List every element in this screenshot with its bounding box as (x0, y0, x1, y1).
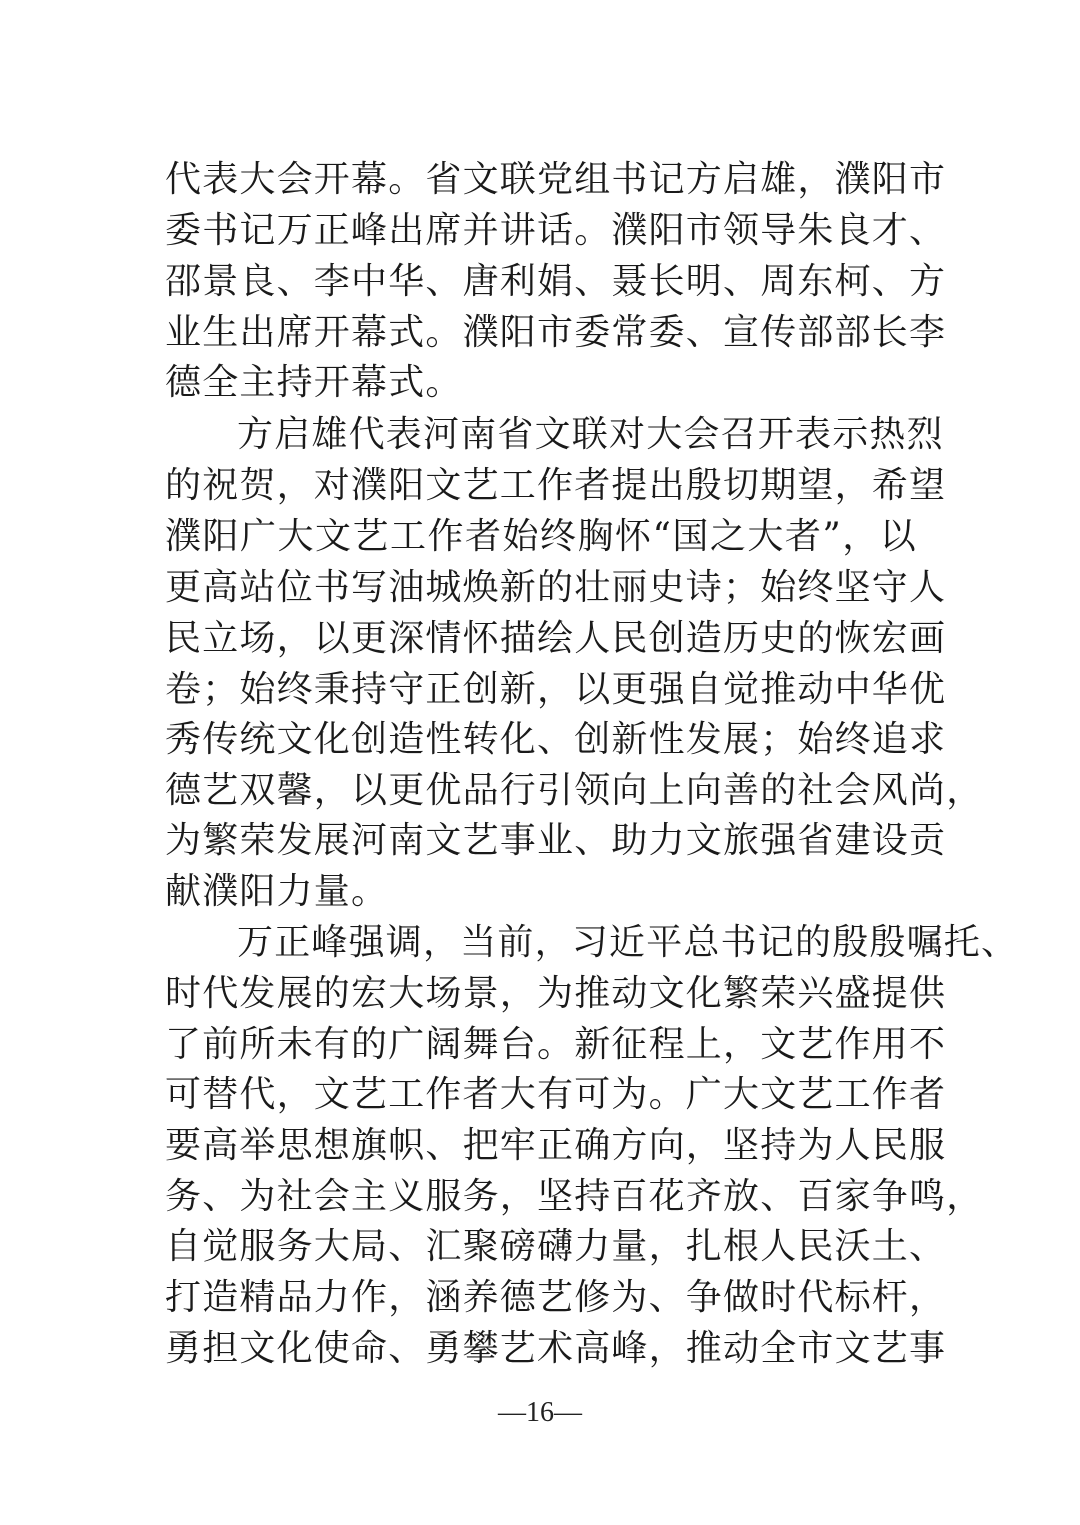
text-line: 委书记万正峰出席并讲话。濮阳市领导朱良才、 (165, 210, 947, 251)
text-line: 德全主持开幕式。 (165, 362, 463, 403)
text-line: 代表大会开幕。省文联党组书记方启雄，濮阳市 (165, 159, 947, 200)
text-line: 献濮阳力量。 (165, 871, 389, 912)
text-line: 务、为社会主义服务，坚持百花齐放、百家争鸣， (165, 1176, 984, 1217)
text-line: 卷；始终秉持守正创新，以更强自觉推动中华优 (165, 669, 947, 710)
page-number: —16— (498, 1397, 582, 1428)
text-line: 民立场，以更深情怀描绘人民创造历史的恢宏画 (165, 618, 947, 659)
text-line: 了前所未有的广阔舞台。新征程上，文艺作用不 (165, 1024, 947, 1065)
text-line: 邵景良、李中华、唐利娟、聂长明、周东柯、方 (165, 261, 947, 302)
text-line: 秀传统文化创造性转化、创新性发展；始终追求 (165, 719, 947, 760)
text-line: 德艺双馨，以更优品行引领向上向善的社会风尚， (165, 770, 984, 811)
paragraph-start-line: 方启雄代表河南省文联对大会召开表示热烈 (237, 414, 944, 455)
text-line: 时代发展的宏大场景，为推动文化繁荣兴盛提供 (165, 973, 947, 1014)
text-line: 业生出席开幕式。濮阳市委常委、宣传部部长李 (165, 312, 947, 353)
text-line: 的祝贺，对濮阳文艺工作者提出殷切期望，希望 (165, 465, 947, 506)
text-line: 濮阳广大文艺工作者始终胸怀“国之大者”，以 (165, 516, 917, 557)
text-line: 为繁荣发展河南文艺事业、助力文旅强省建设贡 (165, 820, 947, 861)
text-line: 更高站位书写油城焕新的壮丽史诗；始终坚守人 (165, 567, 947, 608)
text-line: 可替代，文艺工作者大有可为。广大文艺工作者 (165, 1074, 947, 1115)
text-line: 自觉服务大局、汇聚磅礴力量，扎根人民沃土、 (165, 1226, 947, 1267)
paragraph-start-line: 万正峰强调，当前，习近平总书记的殷殷嘱托、 (237, 922, 1019, 963)
text-line: 勇担文化使命、勇攀艺术高峰，推动全市文艺事 (165, 1328, 947, 1369)
text-line: 打造精品力作，涵养德艺修为、争做时代标杆， (165, 1277, 947, 1318)
text-line: 要高举思想旗帜、把牢正确方向，坚持为人民服 (165, 1125, 947, 1166)
